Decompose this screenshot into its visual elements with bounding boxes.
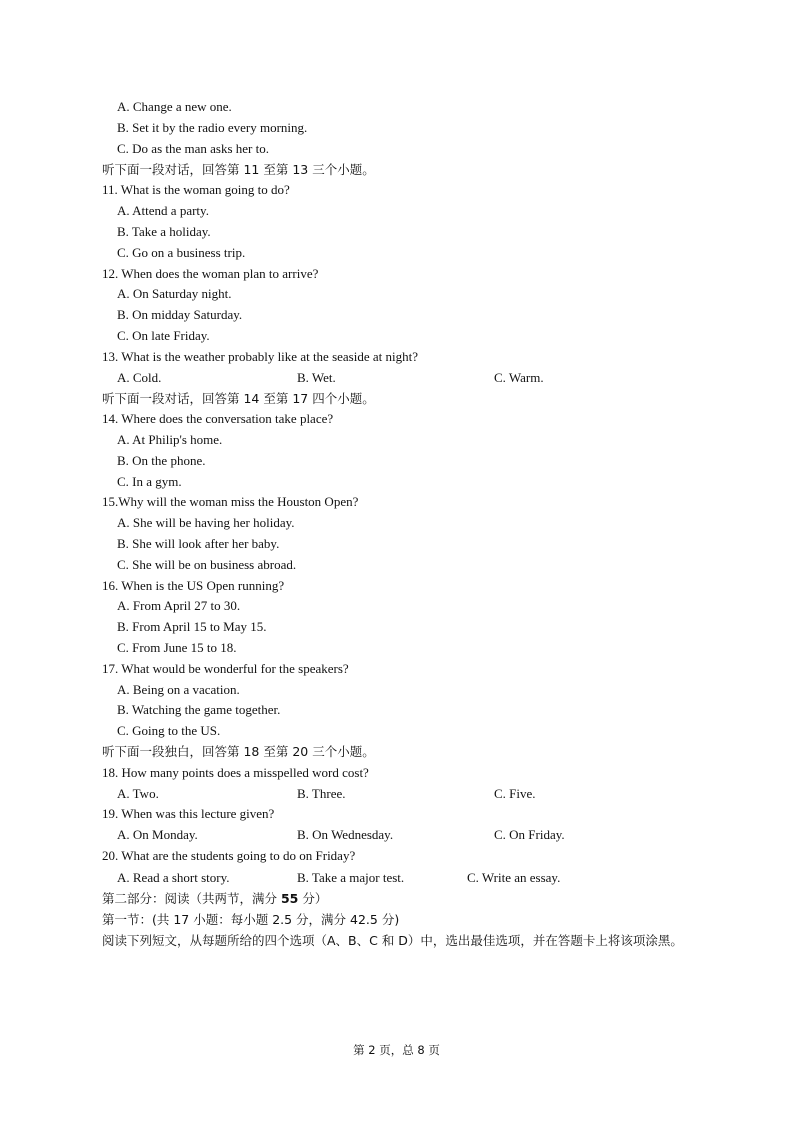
q16-option-a: A. From April 27 to 30.	[117, 598, 241, 613]
q20-stem: 20. What are the students going to do on Friday?	[102, 848, 356, 863]
q19-options-row	[0, 827, 793, 843]
q12-stem: 12. When does the woman plan to arrive?	[102, 266, 319, 281]
section-instruction-18-20: 听下面一段独白，回答第 18 至第 20 三个小题。	[102, 744, 375, 759]
q15-stem: 15.Why will the woman miss the Houston Open?	[102, 494, 359, 509]
q18-stem: 18. How many points does a misspelled word cost?	[102, 765, 369, 780]
q16-option-b: B. From April 15 to May 15.	[117, 619, 267, 634]
q17-option-a: A. Being on a vacation.	[117, 682, 240, 697]
q20-option-c: C. Write an essay.	[467, 870, 561, 885]
q16-stem: 16. When is the US Open running?	[102, 578, 285, 593]
q19-stem: 19. When was this lecture given?	[102, 806, 275, 821]
q10-option-b: B. Set it by the radio every morning.	[117, 120, 308, 135]
q15-option-a: A. She will be having her holiday.	[117, 515, 295, 530]
section-instruction-14-17: 听下面一段对话，回答第 14 至第 17 四个小题。	[102, 391, 375, 406]
q17-option-b: B. Watching the game together.	[117, 702, 281, 717]
q17-option-c: C. Going to the US.	[117, 723, 221, 738]
q13-option-b: B. Wet.	[297, 370, 336, 385]
q11-option-a: A. Attend a party.	[117, 203, 209, 218]
q11-option-b: B. Take a holiday.	[117, 224, 211, 239]
q16-option-c: C. From June 15 to 18.	[117, 640, 237, 655]
q19-option-c: C. On Friday.	[494, 827, 565, 842]
part-two-prefix: 第二部分：阅读（共两节，满分	[102, 891, 281, 906]
q10-option-c: C. Do as the man asks her to.	[117, 141, 270, 156]
part-two-score: 55	[280, 891, 299, 906]
q12-option-b: B. On midday Saturday.	[117, 307, 243, 322]
q18-option-c: C. Five.	[494, 786, 536, 801]
part-two-section-one: 第一节：(共 17 小题：每小题 2.5 分，满分 42.5 分)	[102, 912, 400, 927]
part-two-suffix: 分）	[298, 891, 328, 906]
q20-options-row	[0, 870, 793, 886]
q13-option-a: A. Cold.	[117, 370, 162, 385]
q20-option-a: A. Read a short story.	[117, 870, 230, 885]
q15-option-c: C. She will be on business abroad.	[117, 557, 297, 572]
q14-option-c: C. In a gym.	[117, 474, 182, 489]
section-instruction-11-13: 听下面一段对话，回答第 11 至第 13 三个小题。	[102, 162, 375, 177]
q14-option-b: B. On the phone.	[117, 453, 206, 468]
q17-stem: 17. What would be wonderful for the speakers?	[102, 661, 349, 676]
q14-stem: 14. Where does the conversation take place?	[102, 411, 334, 426]
q10-option-a: A. Change a new one.	[117, 99, 232, 114]
q12-option-c: C. On late Friday.	[117, 328, 210, 343]
reading-instructions: 阅读下列短文，从每题所给的四个选项（A、B、C 和 D）中，选出最佳选项，并在答题卡上将该项涂黑。	[102, 933, 683, 948]
q14-option-a: A. At Philip's home.	[117, 432, 223, 447]
q18-option-b: B. Three.	[297, 786, 346, 801]
page-footer: 第 2 页，总 8 页	[353, 1043, 440, 1057]
q15-option-b: B. She will look after her baby.	[117, 536, 280, 551]
q11-option-c: C. Go on a business trip.	[117, 245, 246, 260]
q13-options-row	[0, 370, 793, 386]
q19-option-a: A. On Monday.	[117, 827, 198, 842]
q11-stem: 11. What is the woman going to do?	[102, 182, 290, 197]
q20-option-b: B. Take a major test.	[297, 870, 405, 885]
q13-option-c: C. Warm.	[494, 370, 544, 385]
q13-stem: 13. What is the weather probably like at the seaside at night?	[102, 349, 418, 364]
q12-option-a: A. On Saturday night.	[117, 286, 232, 301]
q18-options-row	[0, 786, 793, 802]
q19-option-b: B. On Wednesday.	[297, 827, 394, 842]
q18-option-a: A. Two.	[117, 786, 159, 801]
part-two-heading	[102, 891, 327, 907]
